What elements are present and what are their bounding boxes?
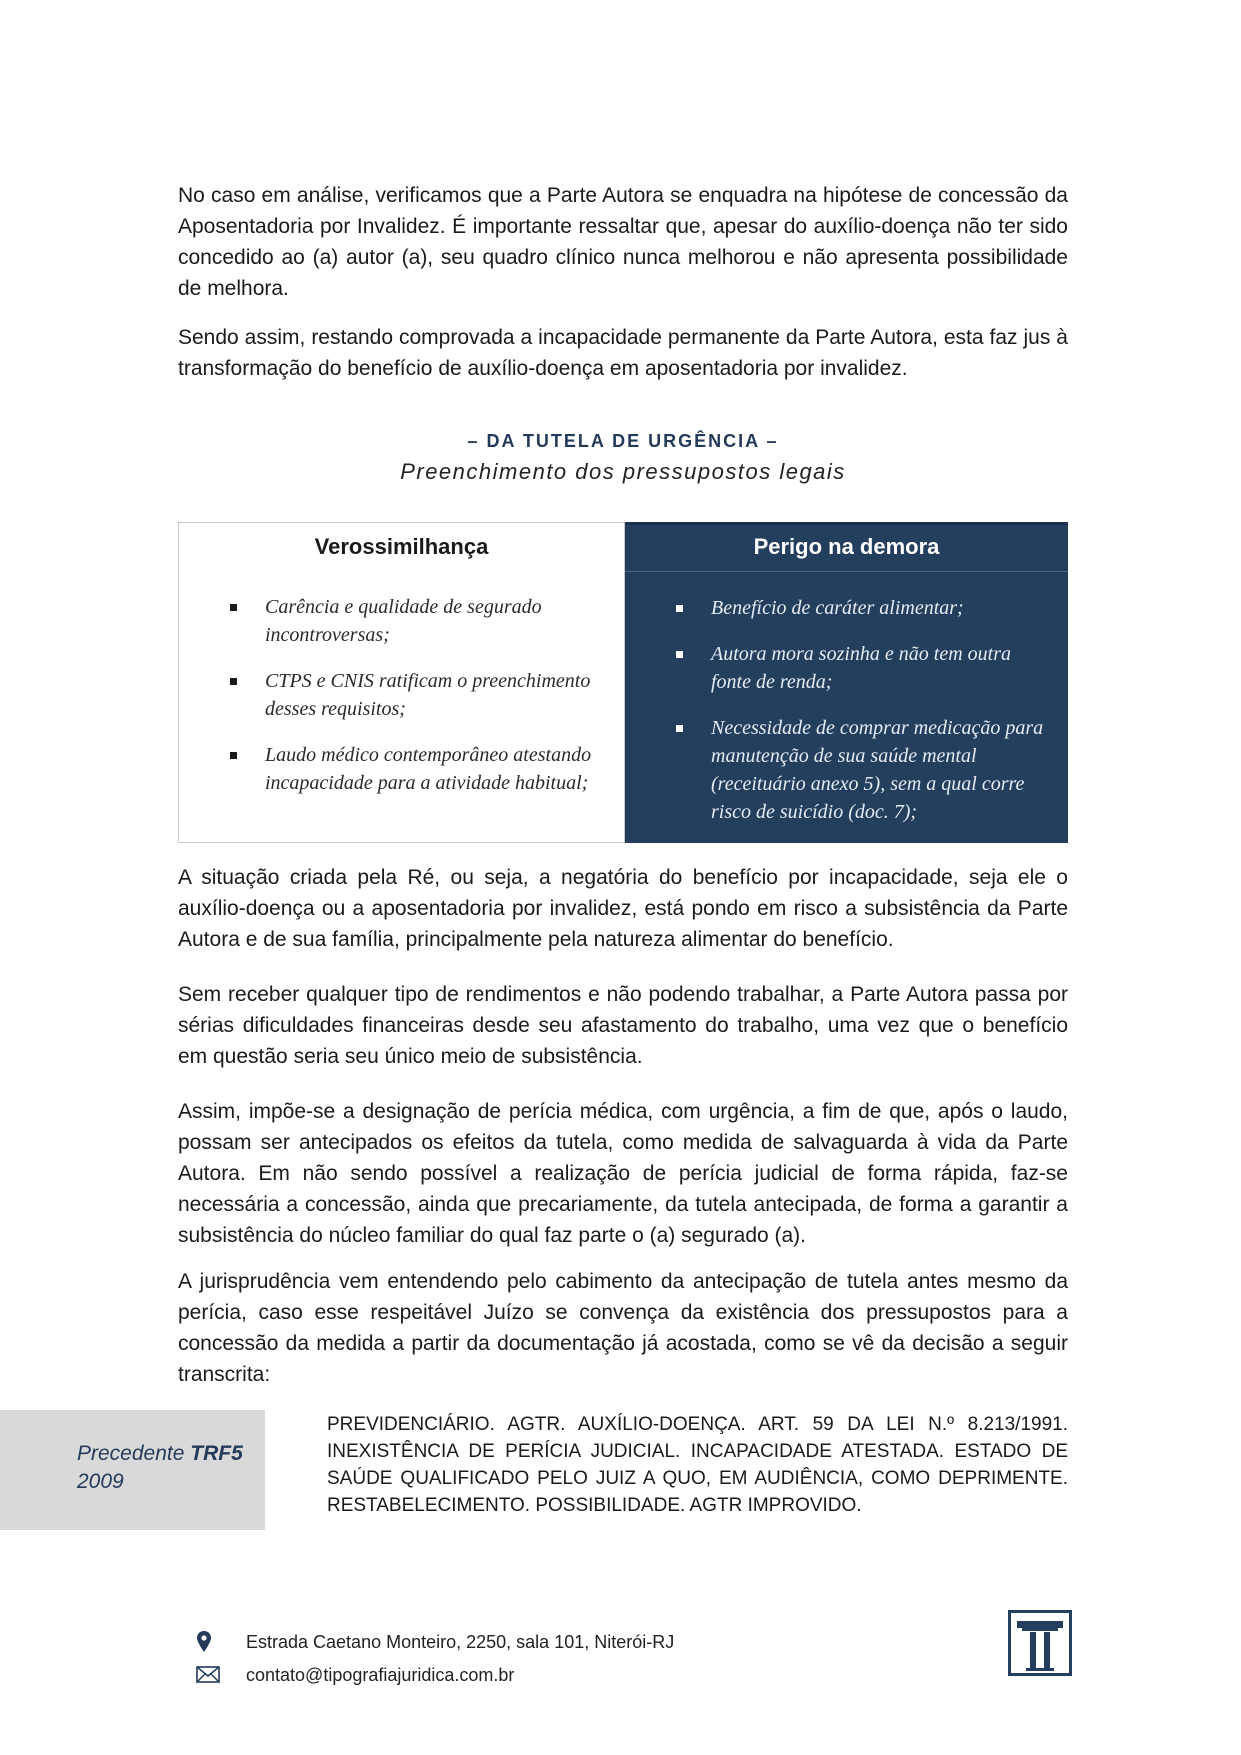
precedent-label: Precedente TRF5 2009 <box>77 1442 243 1493</box>
list-item: Laudo médico contemporâneo atestando incapacidade para a atividade habitual; <box>179 741 624 797</box>
paragraph-4: Sem receber qualquer tipo de rendimentos e não podendo trabalhar, a Parte Autora passa por sérias dificuldades financeiras desde seu afastamento do trabalho, uma vez que o benefício em questão seria seu único meio de subsistência. <box>178 983 1068 1068</box>
paragraph-6: A jurisprudência vem entendendo pelo cabimento da antecipação de tutela antes mesmo da perícia, caso esse respeitável Juízo se convença da existência dos pressupostos para a concessão da medida a partir da documentação já acostada, como se vê da decisão a seguir transcrita: <box>178 1270 1068 1386</box>
bullet-icon <box>676 651 683 658</box>
section-heading <box>178 428 1068 488</box>
list-item: Necessidade de comprar medicação para manutenção de sua saúde mental (receituário anexo 5), sem a qual corre risco de suicídio (doc. 7); <box>625 714 1068 826</box>
footer-email: contato@tipografiajuridica.com.br <box>196 1663 514 1687</box>
paragraph-3: A situação criada pela Ré, ou seja, a negatória do benefício por incapacidade, seja ele o auxílio-doença ou a aposentadoria por invalidez, está pondo em risco a subsistência da Parte Autora e de sua família, principalmente pela natureza alimentar do benefício. <box>178 866 1068 951</box>
envelope-icon <box>196 1663 224 1687</box>
list-item: Benefício de caráter alimentar; <box>625 594 1068 622</box>
location-pin-icon <box>196 1630 224 1654</box>
bullet-icon <box>230 604 237 611</box>
paragraph-1: No caso em análise, verificamos que a Parte Autora se enquadra na hipótese de concessão da Aposentadoria por Invalidez. É importante ressaltar que, apesar do auxílio-doença não ter sido concedido ao (a) autor (a), seu quadro clínico nunca melhorou e não apresenta possibilidade de melhora. <box>178 184 1068 300</box>
bullet-icon <box>230 752 237 759</box>
precedent-year: 2009 <box>77 1470 124 1493</box>
column-logo-icon <box>1008 1610 1072 1676</box>
section-subtitle: Preenchimento dos pressupostos legais <box>400 459 846 484</box>
bullet-icon <box>676 605 683 612</box>
precedent-quote: PREVIDENCIÁRIO. AGTR. AUXÍLIO-DOENÇA. ART. 59 DA LEI N.º 8.213/1991. INEXISTÊNCIA DE PERÍCIA JUDICIAL. INCAPACIDADE ATESTADA. ESTADO DE SAÚDE QUALIFICADO PELO JUIZ A QUO, EM AUDIÊNCIA, COMO DEPRIMENTE. RESTABELECIMENTO. POSSIBILIDADE. AGTR IMPROVIDO. <box>327 1414 1068 1516</box>
list-item: Autora mora sozinha e não tem outra fonte de renda; <box>625 640 1068 696</box>
perigo-header: Perigo na demora <box>625 525 1068 572</box>
list-item: CTPS e CNIS ratificam o preenchimento desses requisitos; <box>179 667 624 723</box>
perigo-list <box>625 572 1068 826</box>
verossimilhanca-header: Verossimilhança <box>314 534 489 559</box>
section-title: – DA TUTELA DE URGÊNCIA – <box>467 431 779 451</box>
precedent-sidebar <box>0 1410 265 1530</box>
bullet-icon <box>230 678 237 685</box>
paragraph-2: Sendo assim, restando comprovada a incapacidade permanente da Parte Autora, esta faz jus à transformação do benefício de auxílio-doença em aposentadoria por invalidez. <box>178 326 1068 380</box>
perigo-column <box>625 522 1068 843</box>
verossimilhanca-list <box>179 571 624 797</box>
requirements-table <box>178 522 1068 843</box>
verossimilhanca-column <box>178 522 625 843</box>
footer-address: Estrada Caetano Monteiro, 2250, sala 101, Niterói-RJ <box>196 1630 674 1654</box>
paragraph-5: Assim, impõe-se a designação de perícia médica, com urgência, a fim de que, após o laudo, possam ser antecipados os efeitos da tutela, como medida de salvaguarda à vida da Parte Autora. Em não sendo possível a realização de perícia judicial de forma rápida, faz-se necessária a concessão, ainda que precariamente, da tutela antecipada, de forma a garantir a subsistência do núcleo familiar do qual faz parte o (a) segurado (a). <box>178 1100 1068 1247</box>
precedent-court: TRF5 <box>190 1442 243 1465</box>
list-item: Carência e qualidade de segurado incontroversas; <box>179 593 624 649</box>
bullet-icon <box>676 725 683 732</box>
